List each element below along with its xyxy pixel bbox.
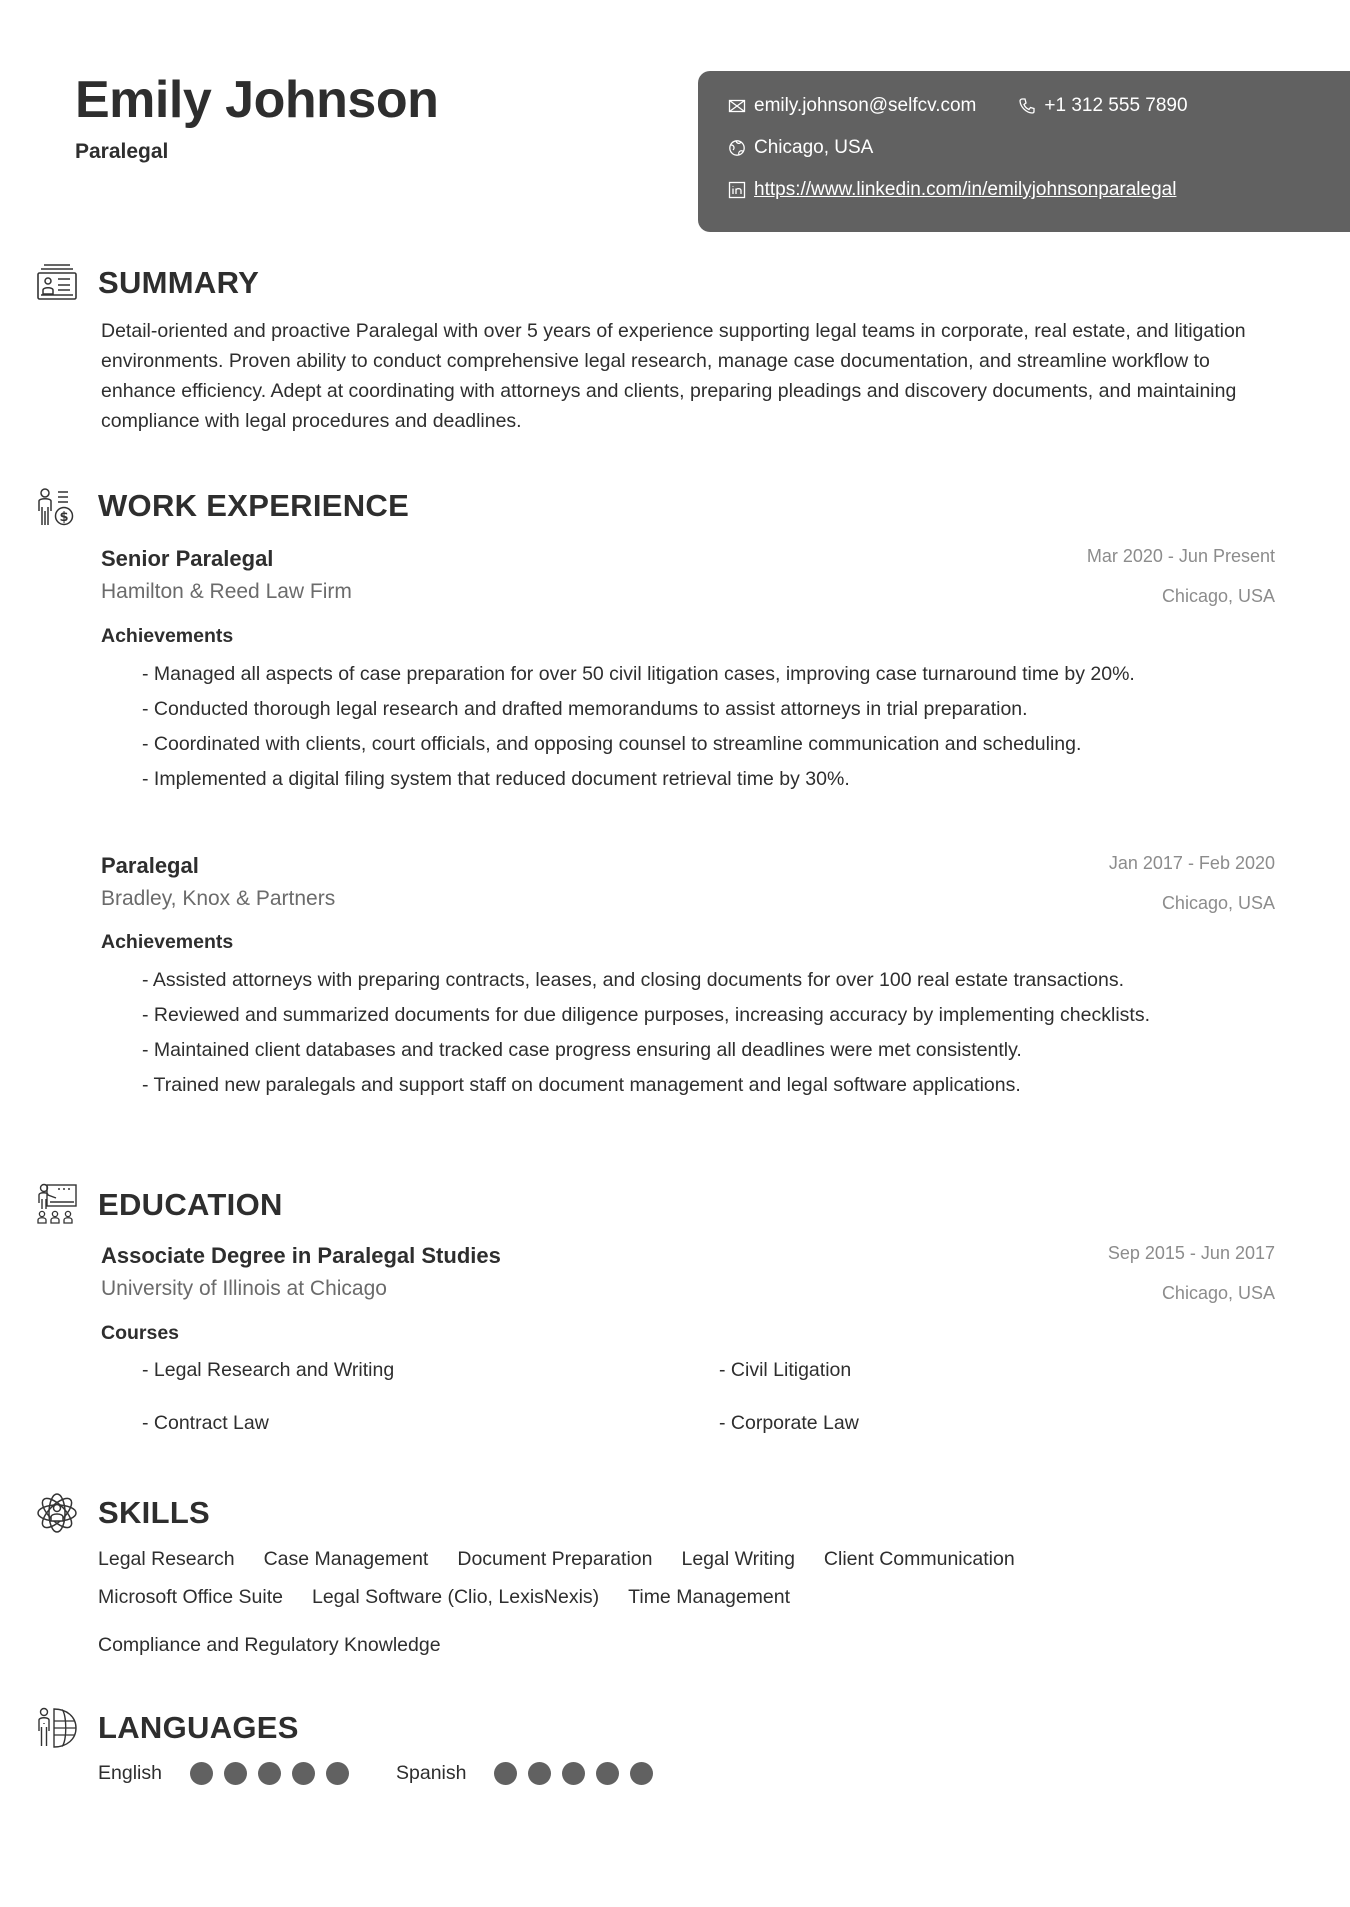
list-item: - Assisted attorneys with preparing contracts, leases, and closing documents for over 100 real estate transactions. <box>142 969 1125 991</box>
worker-salary-icon <box>36 487 78 529</box>
contact-email-row <box>728 95 1188 117</box>
contact-linkedin-link[interactable]: https://www.linkedin.com/in/emilyjohnsonparalegal <box>754 179 1177 200</box>
atom-person-icon <box>36 1492 78 1534</box>
contact-email[interactable]: emily.johnson@selfcv.com <box>754 95 977 116</box>
summary-heading: SUMMARY <box>98 265 260 300</box>
contact-panel <box>698 71 1350 232</box>
achievements-list <box>142 965 1282 1105</box>
rating-dot <box>190 1762 213 1785</box>
person-globe-icon <box>36 1707 78 1749</box>
list-item: - Coordinated with clients, court officials, and opposing counsel to streamline communication and scheduling. <box>142 733 1082 755</box>
list-item: - Conducted thorough legal research and drafted memorandums to assist attorneys in trial preparation. <box>142 698 1028 720</box>
rating-dot <box>630 1762 653 1785</box>
teacher-classroom-icon <box>36 1183 78 1225</box>
rating-dot <box>494 1762 517 1785</box>
courses-heading: Courses <box>101 1322 180 1344</box>
job-location: Chicago, USA <box>1161 586 1275 606</box>
experience-heading: WORK EXPERIENCE <box>98 488 410 523</box>
contact-location: Chicago, USA <box>754 137 874 158</box>
rating-dot <box>258 1762 281 1785</box>
languages-heading: LANGUAGES <box>98 1710 299 1745</box>
list-item: - Maintained client databases and tracked case progress ensuring all deadlines were met consistently. <box>142 1039 1022 1061</box>
rating-dot <box>292 1762 315 1785</box>
svg-text:$: $ <box>59 510 69 525</box>
skill-item: Case Management <box>263 1548 429 1570</box>
course-item: - Civil Litigation <box>719 1359 852 1381</box>
candidate-name: Emily Johnson <box>75 71 439 129</box>
course-item: - Contract Law <box>142 1412 269 1434</box>
school-name: University of Illinois at Chicago <box>101 1277 387 1300</box>
contact-phone[interactable]: +1 312 555 7890 <box>1044 95 1188 116</box>
skill-item: Compliance and Regulatory Knowledge <box>98 1634 441 1656</box>
contact-linkedin-row <box>728 179 1176 201</box>
rating-dot <box>596 1762 619 1785</box>
job-title: Paralegal <box>101 853 199 878</box>
list-item: - Trained new paralegals and support staff on document management and legal software applications. <box>142 1074 1021 1096</box>
skill-item: Legal Software (Clio, LexisNexis) <box>311 1586 600 1608</box>
skill-item: Client Communication <box>823 1548 1015 1570</box>
education-dates: Sep 2015 - Jun 2017 <box>1107 1243 1275 1263</box>
skills-list <box>98 1545 1198 1659</box>
skill-item: Time Management <box>628 1586 791 1608</box>
list-item: - Managed all aspects of case preparation for over 50 civil litigation cases, improving case turnaround time by 20%. <box>142 663 1135 685</box>
education-location: Chicago, USA <box>1161 1283 1275 1303</box>
skill-item: Legal Research <box>98 1548 235 1570</box>
list-item: - Implemented a digital filing system that reduced document retrieval time by 30%. <box>142 768 850 790</box>
location-icon <box>728 139 746 157</box>
education-heading: EDUCATION <box>98 1187 283 1222</box>
language-name: English <box>98 1762 162 1784</box>
proficiency-rating <box>494 1762 653 1785</box>
summary-text: Detail-oriented and proactive Paralegal with over 5 years of experience supporting legal teams in corporate, real estate, and litigation environments. Proven ability to conduct comprehensive legal research, manage case documentation, and streamline workflow to enhance efficiency. Adept at coordinating with attorneys and clients, preparing pleadings and discovery documents, and maintaining compliance with legal procedures and deadlines. <box>101 320 1246 432</box>
language-english <box>98 1762 349 1785</box>
id-card-icon <box>36 262 78 304</box>
language-spanish <box>396 1762 653 1785</box>
language-name: Spanish <box>396 1762 467 1784</box>
envelope-icon <box>728 97 746 115</box>
job-title: Senior Paralegal <box>101 546 274 571</box>
linkedin-icon <box>728 181 746 199</box>
rating-dot <box>562 1762 585 1785</box>
skill-item: Document Preparation <box>457 1548 653 1570</box>
rating-dot <box>326 1762 349 1785</box>
degree-title: Associate Degree in Paralegal Studies <box>101 1243 501 1268</box>
candidate-title: Paralegal <box>75 140 169 163</box>
skill-item: Microsoft Office Suite <box>98 1586 283 1608</box>
skill-item: Legal Writing <box>681 1548 795 1570</box>
phone-icon <box>1018 97 1036 115</box>
course-item: - Corporate Law <box>719 1412 859 1434</box>
job-location: Chicago, USA <box>1161 893 1275 913</box>
rating-dot <box>528 1762 551 1785</box>
achievements-heading: Achievements <box>101 931 234 953</box>
job-dates: Mar 2020 - Jun Present <box>1086 546 1275 566</box>
course-item: - Legal Research and Writing <box>142 1359 395 1381</box>
list-item: - Reviewed and summarized documents for due diligence purposes, increasing accuracy by implementing checklists. <box>142 1004 1150 1026</box>
job-company: Bradley, Knox & Partners <box>101 887 336 910</box>
rating-dot <box>224 1762 247 1785</box>
job-dates: Jan 2017 - Feb 2020 <box>1108 853 1275 873</box>
contact-location-row <box>728 137 873 159</box>
skills-heading: SKILLS <box>98 1495 211 1530</box>
proficiency-rating <box>190 1762 349 1785</box>
achievements-heading: Achievements <box>101 625 234 647</box>
achievements-list <box>142 659 1282 799</box>
job-company: Hamilton & Reed Law Firm <box>101 580 352 603</box>
